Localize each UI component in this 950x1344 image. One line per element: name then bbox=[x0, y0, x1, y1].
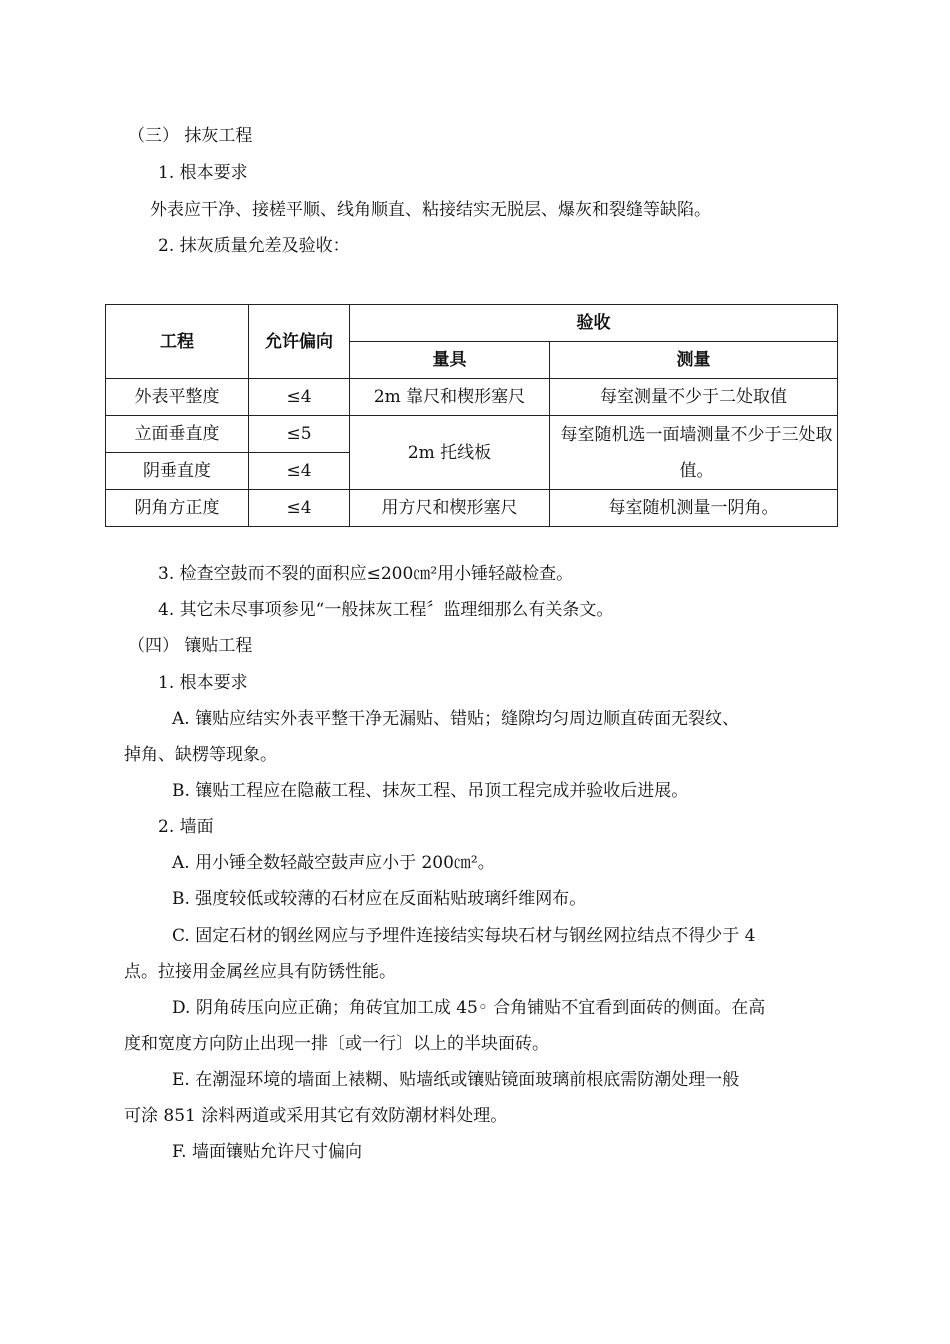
cell-tool: 2m 托线板 bbox=[350, 416, 550, 490]
section4-item1: 1. 根本要求 bbox=[158, 673, 248, 693]
section4-D2-line2: 度和宽度方向防止出现一排〔或一行〕以上的半块面砖。 bbox=[124, 1034, 549, 1054]
header-tool: 量具 bbox=[350, 342, 550, 379]
cell-measure: 每室测量不少于二处取值 bbox=[550, 379, 838, 416]
table-row bbox=[106, 379, 838, 416]
section4-F2: F. 墙面镶贴允许尺寸偏向 bbox=[172, 1142, 362, 1162]
section3-heading: （三） 抹灰工程 bbox=[128, 126, 253, 146]
cell-project: 阴角方正度 bbox=[106, 490, 249, 527]
section4-C2-line2: 点。拉接用金属丝应具有防锈性能。 bbox=[124, 962, 396, 982]
cell-tolerance: ≤4 bbox=[249, 379, 350, 416]
table-row bbox=[106, 416, 838, 453]
section4-B2: B. 强度较低或较薄的石材应在反面粘贴玻璃纤维网布。 bbox=[172, 889, 587, 909]
section4-A2: A. 用小锤全数轻敲空鼓声应小于 200㎝²。 bbox=[172, 853, 495, 873]
section4-D2-line1: D. 阴角砖压向应正确；角砖宜加工成 45◦ 合角铺贴不宜看到面砖的侧面。在高 bbox=[172, 998, 766, 1018]
section4-E2-line2: 可涂 851 涂料两道或采用其它有效防潮材料处理。 bbox=[124, 1106, 508, 1126]
table-row bbox=[106, 490, 838, 527]
section4-A1-line1: A. 镶贴应结实外表平整干净无漏贴、错贴；缝隙均匀周边顺直砖面无裂纹、 bbox=[172, 709, 740, 729]
cell-tool: 2m 靠尺和楔形塞尺 bbox=[350, 379, 550, 416]
cell-tolerance: ≤4 bbox=[249, 453, 350, 490]
section4-heading: （四） 镶贴工程 bbox=[128, 636, 253, 656]
section3-item1-text: 外表应干净、接槎平顺、线角顺直、粘接结实无脱层、爆灰和裂缝等缺陷。 bbox=[150, 200, 711, 220]
section3-item2: 2. 抹灰质量允差及验收： bbox=[158, 236, 350, 256]
cell-project: 外表平整度 bbox=[106, 379, 249, 416]
section4-item2: 2. 墙面 bbox=[158, 817, 214, 837]
cell-tolerance: ≤4 bbox=[249, 490, 350, 527]
section4-A1-line2: 掉角、缺楞等现象。 bbox=[124, 745, 277, 765]
plaster-acceptance-table bbox=[105, 304, 838, 527]
header-project: 工程 bbox=[106, 305, 249, 379]
header-measure: 测量 bbox=[550, 342, 838, 379]
section4-C2-line1: C. 固定石材的钢丝网应与予埋件连接结实每块石材与钢丝网拉结点不得少于 4 bbox=[172, 926, 756, 946]
cell-project: 立面垂直度 bbox=[106, 416, 249, 453]
section4-B1: B. 镶贴工程应在隐蔽工程、抹灰工程、吊顶工程完成并验收后进展。 bbox=[172, 781, 689, 801]
cell-tool: 用方尺和楔形塞尺 bbox=[350, 490, 550, 527]
cell-project: 阴垂直度 bbox=[106, 453, 249, 490]
section3-item3: 3. 检查空鼓而不裂的面积应≤200㎝²用小锤轻敲检查。 bbox=[158, 564, 574, 584]
header-acceptance: 验收 bbox=[350, 305, 838, 342]
section4-E2-line1: E. 在潮湿环境的墙面上裱糊、贴墙纸或镶贴镜面玻璃前根底需防潮处理一般 bbox=[172, 1070, 740, 1090]
cell-measure: 每室随机测量一阴角。 bbox=[550, 490, 838, 527]
cell-measure: 每室随机选一面墙测量不少于三处取值。 bbox=[550, 416, 838, 490]
cell-tolerance: ≤5 bbox=[249, 416, 350, 453]
section3-item1: 1. 根本要求 bbox=[158, 163, 248, 183]
section3-item4: 4. 其它未尽事项参见“一般抹灰工程〞监理细那么有关条文。 bbox=[158, 600, 614, 620]
header-tolerance: 允许偏向 bbox=[249, 305, 350, 379]
